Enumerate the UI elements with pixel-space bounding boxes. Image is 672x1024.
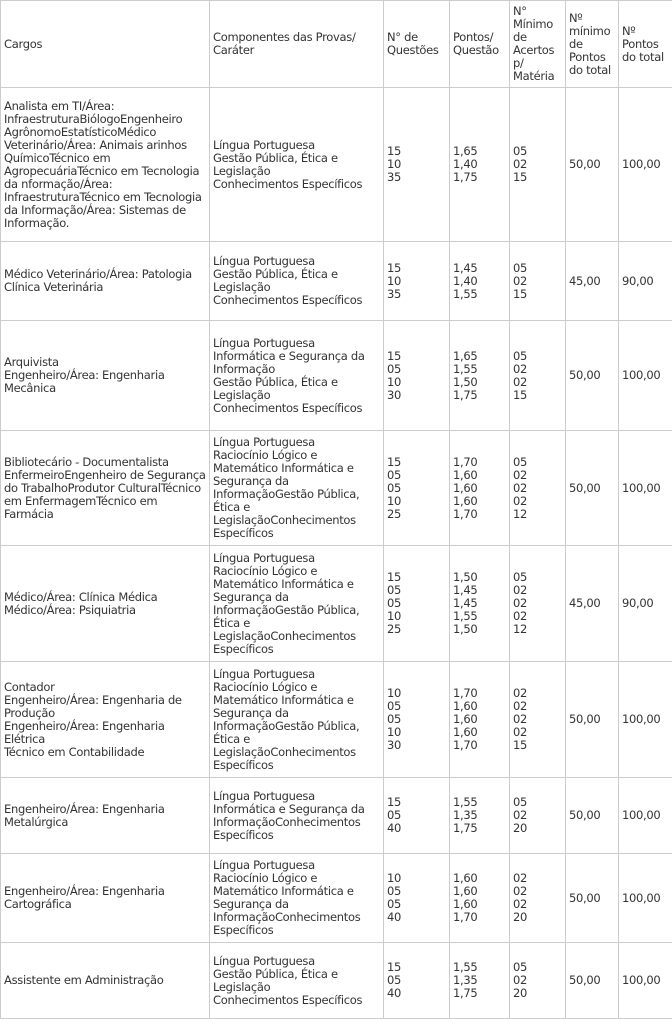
minimo-pontos-cell: 50,00	[566, 321, 619, 431]
questoes-cell: 15 10 35	[384, 88, 450, 242]
pontos-cell: 1,45 1,40 1,55	[450, 242, 510, 321]
pontos-cell: 1,65 1,40 1,75	[450, 88, 510, 242]
table-row	[1, 943, 672, 1019]
componentes-cell-line: Conhecimentos Específicos	[213, 293, 363, 307]
total-pontos-cell: 100,00	[619, 854, 672, 943]
cargos-cell-line: Médico/Área: Psiquiatria	[4, 602, 136, 617]
cargos-cell-line: Arquivista	[4, 355, 59, 369]
componentes-cell-line: Conhecimentos Específicos	[213, 992, 363, 1007]
pontos-cell: 1,65 1,55 1,50 1,75	[450, 321, 510, 431]
minimo-pontos-cell: 50,00	[566, 662, 619, 778]
minimo-acertos-cell: 05 02 20	[510, 943, 566, 1019]
questoes-cell: 15 05 05 10 25	[384, 546, 450, 662]
componentes-cell-line: Língua Portuguesa	[213, 550, 315, 565]
componentes-cell	[210, 778, 384, 854]
minimo-acertos-cell: 05 02 02 15	[510, 321, 566, 431]
questoes-cell: 10 05 05 40	[384, 854, 450, 943]
total-pontos-cell: 100,00	[619, 943, 672, 1019]
componentes-cell	[210, 662, 384, 778]
minimo-pontos-cell: 50,00	[566, 943, 619, 1019]
minimo-pontos-cell: 45,00	[566, 242, 619, 321]
table-row	[1, 546, 672, 662]
componentes-cell-line: Língua Portuguesa	[213, 435, 315, 449]
minimo-pontos-cell: 50,00	[566, 778, 619, 854]
table-row	[1, 662, 672, 778]
componentes-cell-line: Informática e Segurança da InformaçãoConhecimentos Específicos	[213, 801, 365, 842]
cargos-cell-line: Analista em TI/Área: InfraestruturaBiólogoEngenheiro AgrônomoEstatísticoMédico Veterinário/Área: Animais arinhos	[4, 98, 187, 152]
componentes-cell-line: Língua Portuguesa	[213, 788, 315, 803]
total-pontos-cell: 100,00	[619, 431, 672, 546]
componentes-cell-line: Gestão Pública, Ética e Legislação	[213, 966, 338, 994]
cargos-cell-line: EnfermeiroEngenheiro de Segurança do TrabalhoProdutor CulturalTécnico em EnfermagemTécnico em Farmácia	[4, 467, 206, 521]
header-total-pontos: Nº Pontos do total	[619, 1, 672, 88]
minimo-pontos-cell: 50,00	[566, 431, 619, 546]
minimo-acertos-cell: 05 02 15	[510, 88, 566, 242]
header-minimo-acertos: N° Mínimo de Acertos p/ Matéria	[510, 1, 566, 88]
componentes-cell-line: Língua Portuguesa	[213, 254, 315, 268]
componentes-cell-line: Conhecimentos Específicos	[213, 176, 363, 191]
componentes-cell	[210, 242, 384, 321]
cargos-cell-line: Bibliotecário - Documentalista	[4, 454, 169, 469]
questoes-cell: 15 05 40	[384, 943, 450, 1019]
table-row	[1, 854, 672, 943]
cargos-cell	[1, 778, 210, 854]
pontos-cell: 1,55 1,35 1,75	[450, 778, 510, 854]
cargos-cell	[1, 88, 210, 242]
minimo-pontos-cell: 50,00	[566, 88, 619, 242]
total-pontos-cell: 100,00	[619, 88, 672, 242]
table-row	[1, 88, 672, 242]
cargos-cell-line: Médico/Área: Clínica Médica	[4, 589, 158, 604]
cargos-cell	[1, 431, 210, 546]
pontos-cell: 1,50 1,45 1,45 1,55 1,50	[450, 546, 510, 662]
table-row	[1, 242, 672, 321]
minimo-acertos-cell: 02 02 02 20	[510, 854, 566, 943]
componentes-cell-line: Língua Portuguesa	[213, 137, 315, 152]
pontos-cell: 1,60 1,60 1,60 1,70	[450, 854, 510, 943]
componentes-cell-line: Língua Portuguesa	[213, 858, 315, 872]
table-row	[1, 321, 672, 431]
pontos-cell: 1,70 1,60 1,60 1,60 1,70	[450, 431, 510, 546]
cargos-cell	[1, 943, 210, 1019]
total-pontos-cell: 90,00	[619, 546, 672, 662]
cargos-cell-line: Engenheiro/Área: Engenharia Metalúrgica	[4, 801, 165, 829]
minimo-acertos-cell: 05 02 20	[510, 778, 566, 854]
header-minimo-pontos: Nº mínimo de Pontos do total	[566, 1, 619, 88]
cargos-cell-line: Assistente em Administração	[4, 973, 164, 987]
minimo-acertos-cell: 02 02 02 02 15	[510, 662, 566, 778]
minimo-acertos-cell: 05 02 02 02 12	[510, 431, 566, 546]
componentes-cell-line: Raciocínio Lógico e Matemático Informática e Segurança da InformaçãoGestão Pública, Ética e LegislaçãoConhecimentos Específicos	[213, 679, 360, 772]
table-header-row	[1, 1, 672, 88]
table-row	[1, 778, 672, 854]
cargos-cell	[1, 321, 210, 431]
questoes-cell: 15 10 35	[384, 242, 450, 321]
questoes-cell: 15 05 40	[384, 778, 450, 854]
cargos-cell	[1, 242, 210, 321]
pontos-cell: 1,70 1,60 1,60 1,60 1,70	[450, 662, 510, 778]
componentes-cell	[210, 88, 384, 242]
componentes-cell-line: Gestão Pública, Ética e Legislação	[213, 267, 338, 294]
componentes-cell-line: Gestão Pública, Ética e Legislação	[213, 374, 338, 402]
questoes-cell: 15 05 10 30	[384, 321, 450, 431]
questoes-cell: 10 05 05 10 30	[384, 662, 450, 778]
cargos-cell	[1, 854, 210, 943]
total-pontos-cell: 100,00	[619, 321, 672, 431]
total-pontos-cell: 100,00	[619, 662, 672, 778]
cargos-cell-line: Engenheiro/Área: Engenharia Elétrica	[4, 718, 165, 746]
componentes-cell-line: Língua Portuguesa	[213, 666, 315, 681]
componentes-cell-line: Língua Portuguesa	[213, 335, 315, 350]
componentes-cell	[210, 431, 384, 546]
header-num-questoes: N° de Questões	[384, 1, 450, 88]
cargos-cell-line: Engenheiro/Área: Engenharia Cartográfica	[4, 884, 165, 911]
cargos-cell-line: Médico Veterinário/Área: Patologia Clínica Veterinária	[4, 267, 192, 294]
cargos-cell-line: Contador	[4, 679, 55, 694]
cargos-cell	[1, 546, 210, 662]
componentes-cell	[210, 854, 384, 943]
componentes-cell-line: Conhecimentos Específicos	[213, 400, 363, 415]
componentes-cell-line: Língua Portuguesa	[213, 953, 315, 968]
minimo-acertos-cell: 05 02 02 02 12	[510, 546, 566, 662]
table-body	[1, 88, 672, 1019]
componentes-cell-line: Raciocínio Lógico e Matemático Informática e Segurança da InformaçãoConhecimentos Específicos	[213, 871, 361, 937]
cargos-cell-line: Técnico em Contabilidade	[4, 744, 145, 759]
pontos-cell: 1,55 1,35 1,75	[450, 943, 510, 1019]
header-pontos-questao: Pontos/ Questão	[450, 1, 510, 88]
cargos-cell	[1, 662, 210, 778]
componentes-cell	[210, 321, 384, 431]
header-componentes: Componentes das Provas/ Caráter	[210, 1, 384, 88]
questoes-cell: 15 05 05 10 25	[384, 431, 450, 546]
total-pontos-cell: 100,00	[619, 778, 672, 854]
cargos-cell-line: QuímicoTécnico em AgropecuáriaTécnico em Tecnologia da nformação/Área: InfraestruturaTécnico em Tecnologia da Informação/Área: Sistemas de Informação.	[4, 150, 202, 230]
componentes-cell-line: Raciocínio Lógico e Matemático Informática e Segurança da InformaçãoGestão Pública, Ética e LegislaçãoConhecimentos Específicos	[213, 448, 360, 540]
componentes-cell	[210, 943, 384, 1019]
componentes-cell-line: Gestão Pública, Ética e Legislação	[213, 150, 338, 178]
componentes-cell	[210, 546, 384, 662]
cargos-cell-line: Engenheiro/Área: Engenharia de Produção	[4, 692, 182, 720]
header-cargos: Cargos	[1, 1, 210, 88]
minimo-acertos-cell: 05 02 15	[510, 242, 566, 321]
table-row	[1, 431, 672, 546]
total-pontos-cell: 90,00	[619, 242, 672, 321]
minimo-pontos-cell: 50,00	[566, 854, 619, 943]
minimo-pontos-cell: 45,00	[566, 546, 619, 662]
cargos-cell-line: Engenheiro/Área: Engenharia Mecânica	[4, 368, 165, 395]
componentes-cell-line: Raciocínio Lógico e Matemático Informática e Segurança da InformaçãoGestão Pública, Ética e LegislaçãoConhecimentos Específicos	[213, 563, 360, 656]
componentes-cell-line: Informática e Segurança da Informação	[213, 348, 365, 376]
